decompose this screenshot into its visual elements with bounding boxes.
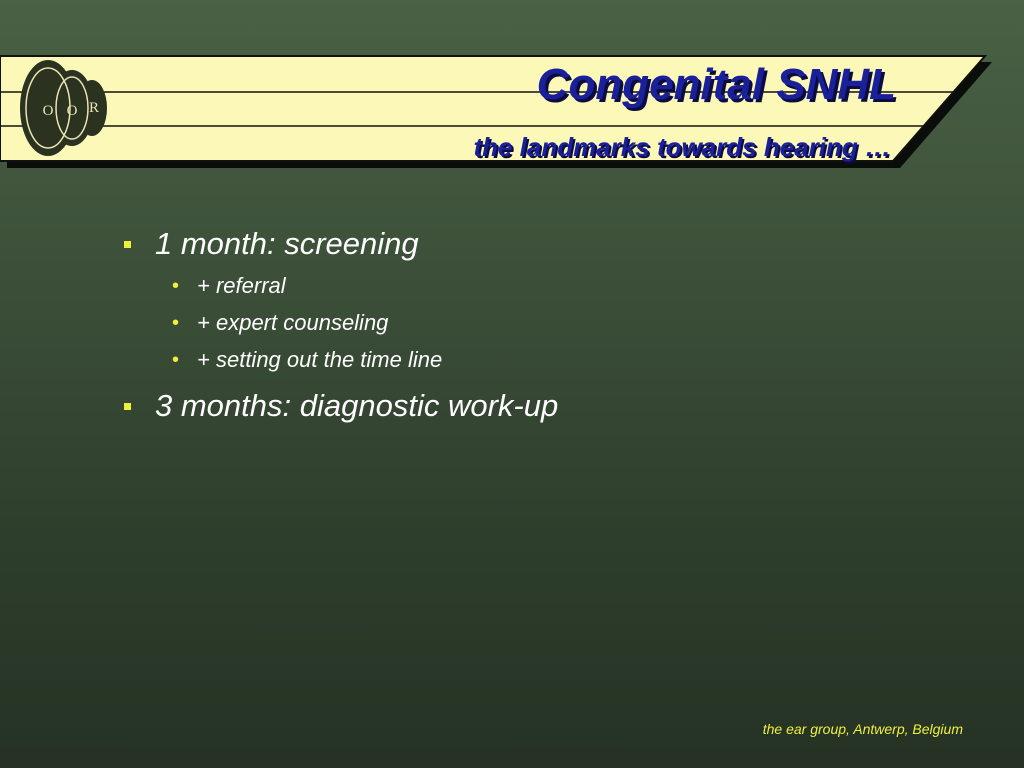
sub-bullet-text-3: + setting out the time line xyxy=(197,347,443,372)
logo-letter-1: O xyxy=(42,103,54,119)
slide-footer: the ear group, Antwerp, Belgium xyxy=(762,721,963,737)
logo-letter-3: R xyxy=(88,100,100,116)
sub-bullet-text-2: + expert counseling xyxy=(197,310,389,335)
bullet-item-1 xyxy=(124,224,419,264)
sub-bullet-item-1 xyxy=(172,271,286,301)
square-bullet-icon xyxy=(124,241,131,248)
dot-bullet-icon: • xyxy=(172,349,180,371)
sub-bullet-item-2 xyxy=(172,308,388,338)
bullet-text-2: 3 months: diagnostic work-up xyxy=(155,388,559,423)
bullet-text-1: 1 month: screening xyxy=(155,226,419,261)
slide-subtitle: the landmarks towards hearing … xyxy=(473,132,891,162)
dot-bullet-icon: • xyxy=(172,312,180,334)
slide-title: Congenital SNHL xyxy=(536,60,896,109)
sub-bullet-item-3 xyxy=(172,345,442,375)
square-bullet-icon xyxy=(124,403,131,410)
logo-letter-2: O xyxy=(66,103,78,119)
sub-bullet-text-1: + referral xyxy=(197,273,286,298)
dot-bullet-icon: • xyxy=(172,275,180,297)
bullet-item-2 xyxy=(124,386,558,426)
